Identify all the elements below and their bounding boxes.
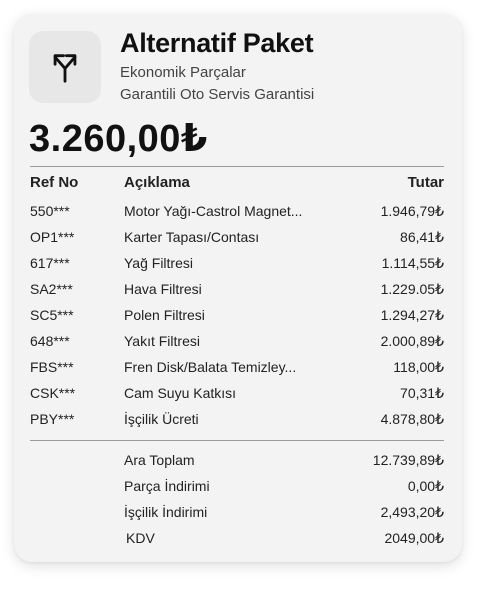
row-ref: OP1***: [30, 229, 75, 245]
table-row: [14, 278, 462, 304]
parts-discount-label: Parça İndirimi: [124, 478, 210, 494]
line-items: [14, 200, 462, 434]
row-description: İşçilik Ücreti: [124, 411, 199, 427]
row-ref: 550***: [30, 203, 70, 219]
vat-amount: 2049,00₺: [384, 530, 444, 546]
table-row: [14, 408, 462, 434]
row-ref: CSK***: [30, 385, 76, 401]
vat-label: KDV: [126, 530, 155, 546]
parts-discount-row: [14, 474, 462, 500]
row-description: Yağ Filtresi: [124, 255, 193, 271]
header-description: Açıklama: [124, 174, 190, 191]
table-row: [14, 356, 462, 382]
vat-row: [14, 526, 462, 552]
row-description: Fren Disk/Balata Temizley...: [124, 359, 297, 375]
table-row: [14, 226, 462, 252]
package-price: 3.260,00₺: [29, 118, 208, 160]
divider: [30, 166, 444, 167]
row-ref: SC5***: [30, 307, 74, 323]
labor-discount-amount: 2,493,20₺: [380, 504, 444, 520]
labor-discount-row: [14, 500, 462, 526]
row-amount: 1.114,55₺: [381, 255, 444, 271]
package-subtitle-parts: Ekonomik Parçalar: [120, 64, 246, 81]
row-description: Motor Yağı-Castrol Magnet...: [124, 203, 303, 219]
subtotal-amount: 12.739,89₺: [372, 452, 444, 468]
parts-discount-amount: 0,00₺: [407, 478, 444, 494]
row-ref: FBS***: [30, 359, 74, 375]
labor-discount-label: İşçilik İndirimi: [124, 504, 208, 520]
table-row: [14, 330, 462, 356]
row-amount: 4.878,80₺: [380, 411, 444, 427]
table-row: [14, 304, 462, 330]
table-header: [14, 174, 462, 196]
table-row: [14, 382, 462, 408]
table-row: [14, 200, 462, 226]
row-amount: 1.946,79₺: [380, 203, 444, 219]
row-description: Polen Filtresi: [124, 307, 205, 323]
row-ref: SA2***: [30, 281, 73, 297]
totals-section: [14, 448, 462, 552]
row-amount: 70,31₺: [400, 385, 444, 401]
table-row: [14, 252, 462, 278]
row-ref: 617***: [30, 255, 70, 271]
row-description: Hava Filtresi: [124, 281, 202, 297]
row-amount: 1.229.05₺: [380, 281, 444, 297]
row-amount: 1.294,27₺: [380, 307, 444, 323]
divider: [30, 440, 444, 441]
row-ref: 648***: [30, 333, 70, 349]
row-ref: PBY***: [30, 411, 75, 427]
package-icon-box: [29, 31, 101, 103]
header-amount: Tutar: [407, 174, 444, 191]
row-description: Yakıt Filtresi: [124, 333, 200, 349]
package-title: Alternatif Paket: [120, 28, 314, 58]
split-arrows-icon: [48, 50, 82, 84]
package-subtitle-warranty: Garantili Oto Servis Garantisi: [120, 86, 315, 103]
package-card[interactable]: [14, 14, 462, 562]
row-amount: 86,41₺: [400, 229, 444, 245]
row-description: Cam Suyu Katkısı: [124, 385, 237, 401]
row-amount: 118,00₺: [393, 359, 444, 375]
row-description: Karter Tapası/Contası: [124, 229, 260, 245]
header-ref-no: Ref No: [30, 174, 79, 191]
subtotal-label: Ara Toplam: [124, 452, 195, 468]
subtotal-row: [14, 448, 462, 474]
row-amount: 2.000,89₺: [380, 333, 444, 349]
